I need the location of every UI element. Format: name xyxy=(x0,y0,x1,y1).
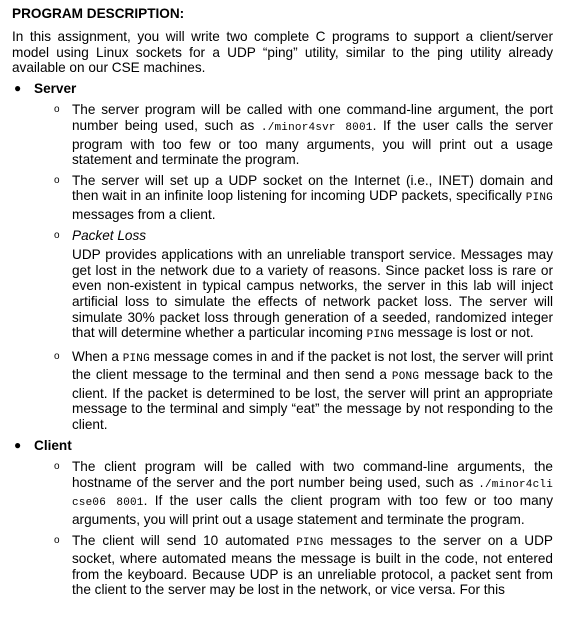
bullet-disc-icon: ● xyxy=(14,437,22,452)
circle-bullet-icon: o xyxy=(54,104,60,116)
server-item-socket xyxy=(72,173,553,223)
text-run: message comes in and if the packet is not lost, the server will print the client message to the terminal and then send a xyxy=(72,348,553,383)
message-name: PONG xyxy=(391,371,420,384)
text-run: The client will send 10 automated xyxy=(72,532,297,548)
message-name: PING xyxy=(525,192,553,205)
section-heading: PROGRAM DESCRIPTION: xyxy=(12,6,185,21)
packet-loss-block xyxy=(72,228,553,344)
packet-loss-paragraph xyxy=(72,247,553,344)
command-example: ./minor4cli cse06 8001 xyxy=(72,478,553,510)
server-section-heading xyxy=(12,81,553,97)
list-item xyxy=(54,533,553,598)
circle-bullet-icon: o xyxy=(54,229,60,241)
client-list xyxy=(54,459,553,598)
text-run: . If the user calls the client program with too few or too many arguments, you will print out a usage statement and terminate the program. xyxy=(72,493,553,528)
circle-bullet-icon: o xyxy=(54,350,60,362)
text-run: UDP provides applications with an unreliable transport service. Messages may get lost in the network due to a variety of reasons. Since packet loss is rare or even non-existent in typical campus networks, the server in this lab will inject artificial loss to simulate the effects of network packet loss. The server will simulate 30% packet loss through generation of a seeded, randomized integer that will determine whether a particular incoming xyxy=(72,247,553,341)
list-item xyxy=(54,102,553,167)
list-item xyxy=(54,459,553,527)
list-item xyxy=(54,173,553,223)
text-run: The server program will be called with one command-line argument, the port number being used, such as xyxy=(72,102,553,133)
text-run: . If the user calls the server program with too few or too many arguments, you will print out a usage statement and terminate the program. xyxy=(72,117,553,168)
client-title: Client xyxy=(34,437,72,453)
client-item-pings xyxy=(72,533,553,598)
text-run: messages to the server on a UDP socket, where automated means the message is built in the code, not entered from the keyboard. Because UDP is an unreliable protocol, a packet sent from the client to the server may be lost in the network, or vice versa. For this xyxy=(72,532,553,598)
text-run: The client program will be called with two command-line arguments, the hostname of the server and the port number being used, such as xyxy=(72,459,553,490)
message-name: PING xyxy=(296,536,324,549)
command-example: ./minor4svr 8001 xyxy=(260,121,373,134)
text-run: The server will set up a UDP socket on the Internet (i.e., INET) domain and then wait in an infinite loop listening for incoming UDP packets, specifically xyxy=(72,172,553,204)
circle-bullet-icon: o xyxy=(54,174,60,186)
client-section-heading xyxy=(12,438,553,454)
text-run: messages from a client. xyxy=(72,206,216,222)
bullet-disc-icon: ● xyxy=(14,80,22,95)
circle-bullet-icon: o xyxy=(54,461,60,473)
server-title: Server xyxy=(34,80,77,96)
server-item-args xyxy=(72,102,553,167)
text-run: message is lost or not. xyxy=(393,325,534,341)
list-item xyxy=(54,349,553,433)
intro-paragraph: In this assignment, you will write two complete C programs to support a client/server model using Linux sockets for a UDP “ping” utility, similar to the ping utility already available on our CSE machines. xyxy=(12,29,553,76)
message-name: PING xyxy=(366,329,394,342)
server-item-ping-handling xyxy=(72,349,553,433)
circle-bullet-icon: o xyxy=(54,534,60,546)
client-item-args xyxy=(72,459,553,527)
list-item xyxy=(54,228,553,344)
packet-loss-title: Packet Loss xyxy=(72,227,147,243)
text-run: When a xyxy=(72,348,123,364)
message-name: PING xyxy=(122,352,150,365)
server-list xyxy=(54,102,553,432)
text-run: message back to the client. If the packet is determined to be lost, the server will print an appropriate message to the terminal and simply “eat” the message by not responding to the client. xyxy=(72,367,553,433)
